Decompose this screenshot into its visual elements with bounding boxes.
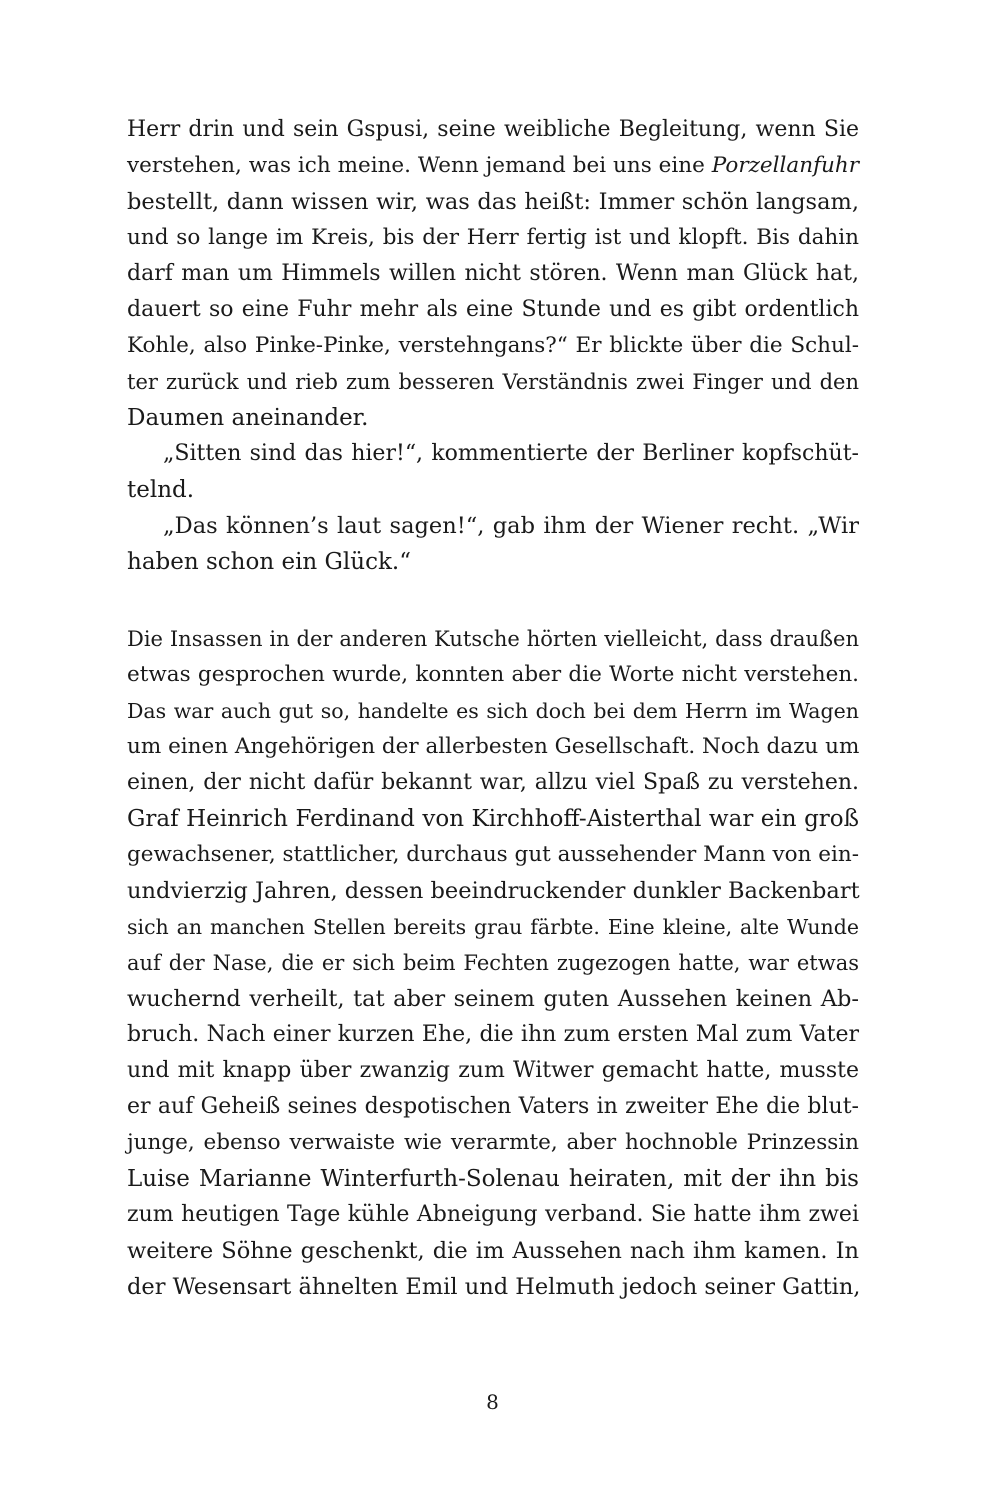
text-line: weitere Söhne geschenkt, die im Aussehen nach ihm kamen. In <box>127 1238 859 1264</box>
text-line: ter zurück und rieb zum besseren Verständnis zwei Finger und den <box>127 370 859 394</box>
text-line: „Das können’s laut sagen!“, gab ihm der Wiener recht. „Wir <box>163 513 859 539</box>
text-line: auf der Nase, die er sich beim Fechten zugezogen hatte, war etwas <box>127 951 859 975</box>
text-line: Luise Marianne Winterfurth-Solenau heiraten, mit der ihn bis <box>127 1166 859 1192</box>
text-line: er auf Geheiß seines despotischen Vaters in zweiter Ehe die blut- <box>127 1094 859 1119</box>
text-line: darf man um Himmels willen nicht stören. Wenn man Glück hat, <box>127 261 859 286</box>
text-line: zum heutigen Tage kühle Abneigung verband. Sie hatte ihm zwei <box>127 1202 859 1227</box>
text-line: um einen Angehörigen der allerbesten Gesellschaft. Noch dazu um <box>127 734 860 759</box>
text-line: Kohle, also Pinke-Pinke, verstehngans?“ Er blickte über die Schul- <box>127 333 859 358</box>
text-line: etwas gesprochen wurde, konnten aber die Worte nicht verstehen. <box>127 662 859 687</box>
text-line: Graf Heinrich Ferdinand von Kirchhoff-Aisterthal war ein groß <box>127 806 859 832</box>
text-line: dauert so eine Fuhr mehr als eine Stunde und es gibt ordentlich <box>127 297 859 322</box>
text-line: verstehen, was ich meine. Wenn jemand bei uns eine Porzellanfuhr <box>127 153 859 178</box>
text-line: der Wesensart ähnelten Emil und Helmuth jedoch seiner Gattin, <box>127 1274 861 1300</box>
text-line: wuchernd verheilt, tat aber seinem guten Aussehen keinen Ab- <box>127 986 859 1012</box>
text-line: und so lange im Kreis, bis der Herr fertig ist und klopft. Bis dahin <box>127 225 859 250</box>
text-line: Die Insassen in der anderen Kutsche hörten vielleicht, dass draußen <box>127 627 859 651</box>
text-line: undvierzig Jahren, dessen beeindruckender dunkler Backenbart <box>127 878 860 904</box>
page-number: 8 <box>486 1390 499 1414</box>
text-line: „Sitten sind das hier!“, kommentierte der Berliner kopfschüt- <box>163 441 859 466</box>
italic-term: Porzellanfuhr <box>711 153 859 178</box>
text-line: bestellt, dann wissen wir, was das heißt: Immer schön langsam, <box>127 189 859 215</box>
text-line: Daumen aneinander. <box>127 405 369 431</box>
text-line: Herr drin und sein Gspusi, seine weibliche Begleitung, wenn Sie <box>127 117 859 142</box>
text-line: sich an manchen Stellen bereits grau färbte. Eine kleine, alte Wunde <box>127 915 859 939</box>
text-line: gewachsener, stattlicher, durchaus gut aussehender Mann von ein- <box>127 842 859 867</box>
text-line: junge, ebenso verwaiste wie verarmte, aber hochnoble Prinzessin <box>127 1130 859 1155</box>
text-line: bruch. Nach einer kurzen Ehe, die ihn zum ersten Mal zum Vater <box>127 1022 859 1047</box>
text-line: Das war auch gut so, handelte es sich doch bei dem Herrn im Wagen <box>127 699 859 723</box>
text-line: telnd. <box>127 477 195 503</box>
text-line: einen, der nicht dafür bekannt war, allzu viel Spaß zu verstehen. <box>127 770 859 795</box>
text-line: haben schon ein Glück.“ <box>127 549 411 575</box>
text-line: und mit knapp über zwanzig zum Witwer gemacht hatte, musste <box>127 1058 859 1083</box>
